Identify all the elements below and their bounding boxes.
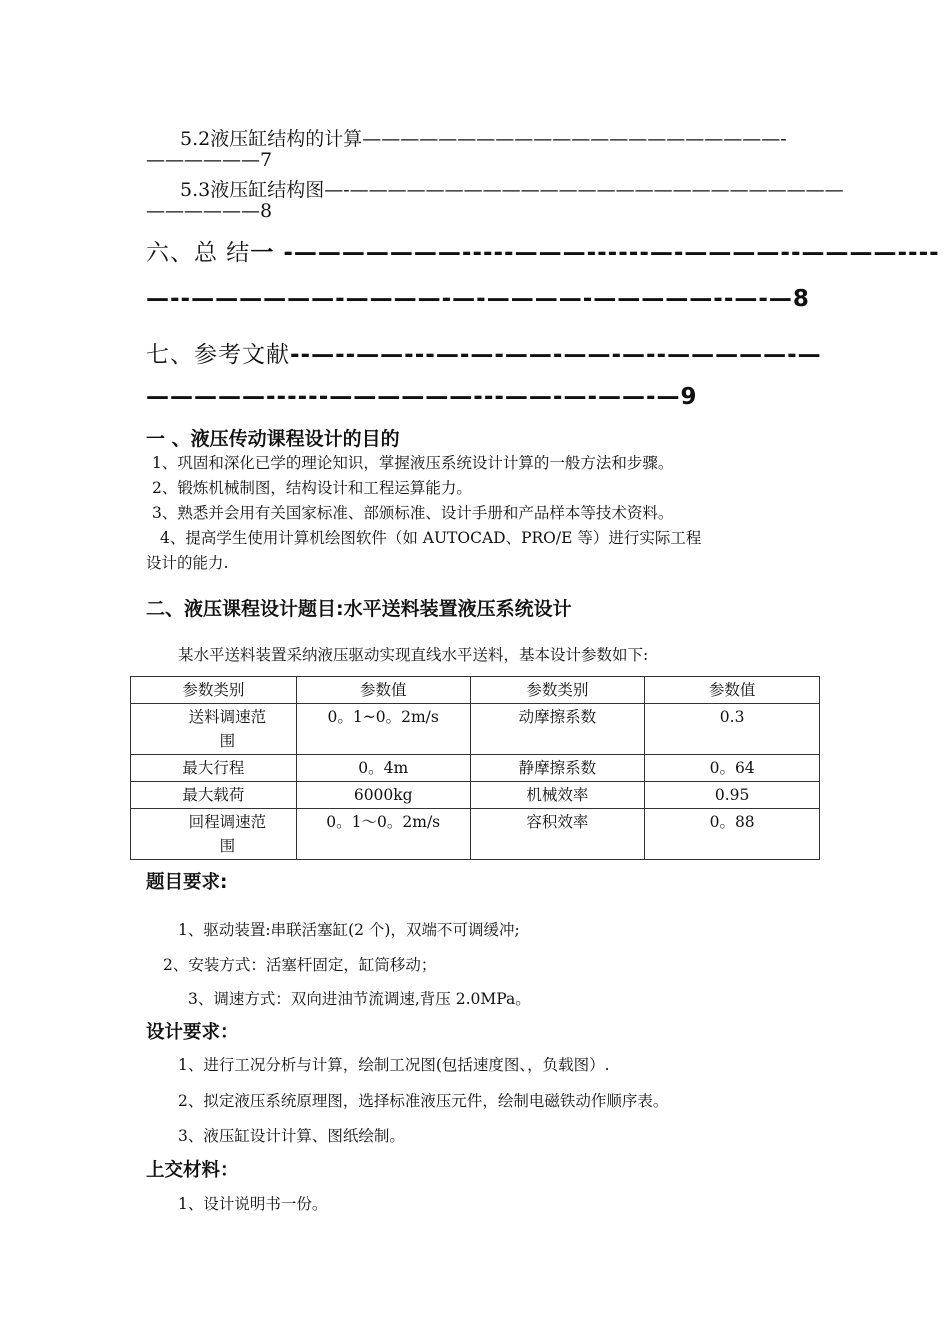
section-1-title: 一 、液压传动课程设计的目的 [146, 428, 400, 450]
requirements-item-1: 1、驱动装置:串联活塞缸(2 个)，双端不可调缓冲; [178, 921, 520, 939]
section-1-item-1: 1、巩固和深化已学的理论知识，掌握液压系统设计计算的一般方法和步骤。 [152, 454, 674, 472]
table-row [131, 809, 820, 860]
table-cell: 0。88 [645, 809, 820, 860]
table-cell: 0。4m [296, 755, 470, 782]
toc-entry-6 [146, 234, 940, 267]
requirements-item-3: 3、调速方式：双向进油节流调速,背压 2.0MPa。 [188, 990, 531, 1008]
toc-entry-5-3-page: ——————8 [146, 200, 273, 222]
design-item-1: 1、进行工况分析与计算，绘制工况图(包括速度图、，负载图）. [178, 1056, 610, 1074]
toc-entry-6-label: 六、总 结 [146, 240, 251, 266]
toc-entry-7-label: 七、参考文献 [146, 342, 290, 368]
table-cell: 0。1~0。2m/s [296, 704, 470, 755]
table-cell: 6000kg [296, 782, 470, 809]
toc-entry-7-leader-2: —————------——————---——-—-——-—9 [146, 384, 698, 410]
section-1-item-4: 4、提高学生使用计算机绘图软件（如 AUTOCAD、PRO/E 等）进行实际工程 [160, 529, 702, 547]
table-cell: 容积效率 [470, 809, 645, 860]
table-cell: 回程调速范围 [131, 809, 297, 860]
design-item-2: 2、拟定液压系统原理图，选择标准液压元件，绘制电磁铁动作顺序表。 [178, 1092, 669, 1110]
design-item-3: 3、液压缸设计计算、图纸绘制。 [178, 1127, 405, 1145]
section-1-item-4-cont: 设计的能力. [146, 554, 229, 572]
table-row [131, 755, 820, 782]
table-cell: 静摩擦系数 [470, 755, 645, 782]
section-2-intro: 某水平送料装置采纳液压驱动实现直线水平送料，基本设计参数如下: [178, 646, 649, 664]
table-row [131, 704, 820, 755]
table-cell: 最大载荷 [131, 782, 297, 809]
parameter-table [130, 676, 820, 860]
submit-item-1: 1、设计说明书一份。 [178, 1195, 328, 1213]
requirements-item-2: 2、安装方式：活塞杆固定，缸筒移动； [163, 956, 437, 974]
toc-entry-6-leader-2: —--——————-————-—-————-—————--—-—8 [146, 286, 810, 312]
table-header-cell: 参数值 [645, 677, 820, 704]
table-cell: 动摩擦系数 [470, 704, 645, 755]
toc-entry-5-2: 5.2液压缸结构的计算——————————————————————- [180, 128, 787, 150]
table-header-row [131, 677, 820, 704]
submit-title: 上交材料： [146, 1160, 239, 1181]
section-1-item-3: 3、熟悉并会用有关国家标准、部颁标准、设计手册和产品样本等技术资料。 [152, 504, 674, 522]
table-header-cell: 参数类别 [470, 677, 645, 704]
toc-entry-6-page [146, 286, 810, 312]
design-title: 设计要求： [146, 1022, 239, 1043]
table-cell: 最大行程 [131, 755, 297, 782]
table-cell: 0。1～0。2m/s [296, 809, 470, 860]
toc-entry-5-3: 5.3液压缸结构图—-—————————————————————————— [180, 179, 844, 201]
requirements-title: 题目要求: [146, 872, 228, 893]
table-header-cell: 参数类别 [131, 677, 297, 704]
toc-entry-7-page [146, 384, 698, 410]
table-cell: 0.95 [645, 782, 820, 809]
table-cell: 送料调速范围 [131, 704, 297, 755]
section-1-item-2: 2、锻炼机械制图，结构设计和工程运算能力。 [152, 479, 472, 497]
toc-entry-6-leader: 一 -———————-----———------—-————--————---- [250, 240, 940, 266]
table-cell: 0.3 [645, 704, 820, 755]
table-cell: 0。64 [645, 755, 820, 782]
section-2-title: 二、液压课程设计题目:水平送料装置液压系统设计 [146, 598, 572, 620]
table-cell: 机械效率 [470, 782, 645, 809]
table-header-cell: 参数值 [296, 677, 470, 704]
toc-entry-7 [146, 336, 822, 369]
toc-entry-7-leader: --—--——---—-—-——-——-—--—————-— [290, 342, 822, 368]
toc-entry-5-2-page: ——————7 [146, 149, 273, 171]
table-row [131, 782, 820, 809]
